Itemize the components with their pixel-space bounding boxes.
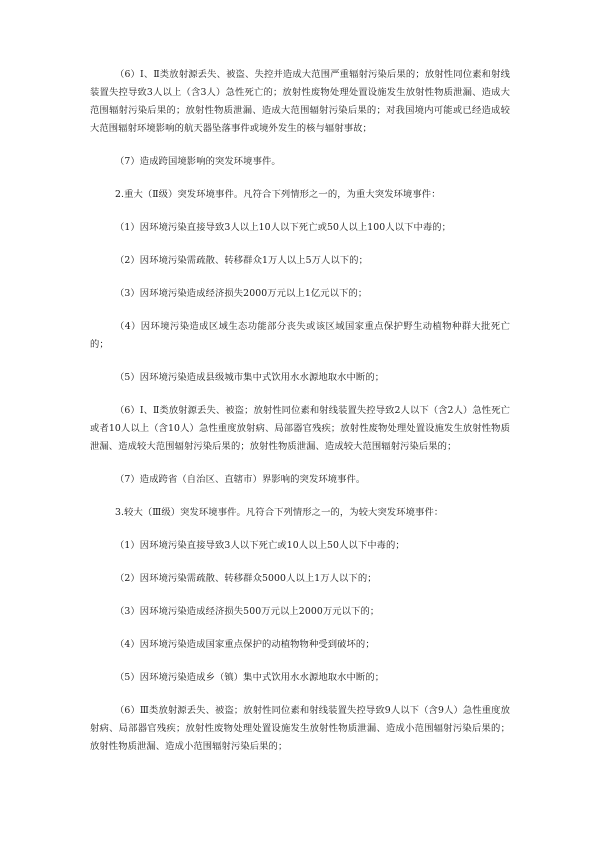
paragraph-2-4: （4）因环境污染造成区域生态功能部分丧失或该区域国家重点保护野生动植物种群大批死亡的； bbox=[90, 321, 510, 350]
paragraph-2-6: （6）Ⅰ、Ⅱ类放射源丢失、被盗；放射性同位素和射线装置失控导致2人以下（含2人）急性死亡或者10人以上（含10人）急性重度放射病、局部器官残疾；放射性废物处理处置设施发生放射性物质泄漏、造成较大范围辐射污染后果的；放射性物质泄漏、造成较大范围辐射污染后果的； bbox=[90, 405, 510, 452]
paragraph-3-3: （3）因环境污染造成经济损失500万元以上2000万元以下的； bbox=[115, 606, 380, 617]
paragraph-3-4: （4）因环境污染造成国家重点保护的动植物物种受到破坏的； bbox=[115, 639, 375, 650]
section-heading-level-2: 2.重大（Ⅱ级）突发环境事件。凡符合下列情形之一的，为重大突发环境事件： bbox=[115, 189, 441, 200]
paragraph-1-6-radiation: （6）Ⅰ、Ⅱ类放射源丢失、被盗、失控并造成大范围严重辐射污染后果的；放射性同位素和射线装置失控导致3人以上（含3人）急性死亡的；放射性废物处理处置设施发生放射性物质泄漏、造成大范围辐射污染后果的；放射性物质泄漏、造成大范围辐射污染后果的；对我国境内可能或已经造成较大范围辐射环境影响的航天器坠落事件或境外发生的核与辐射事故； bbox=[90, 69, 510, 134]
paragraph-2-2: （2）因环境污染需疏散、转移群众1万人以上5万人以下的； bbox=[115, 255, 368, 266]
paragraph-3-2: （2）因环境污染需疏散、转移群众5000人以上1万人以下的； bbox=[115, 573, 377, 584]
paragraph-2-7: （7）造成跨省（自治区、直辖市）界影响的突发环境事件。 bbox=[115, 474, 366, 485]
section-heading-level-3: 3.较大（Ⅲ级）突发环境事件。凡符合下列情形之一的，为较大突发环境事件： bbox=[115, 507, 444, 518]
document-body bbox=[90, 66, 510, 771]
paragraph-1-7-cross-border: （7）造成跨国境影响的突发环境事件。 bbox=[115, 156, 281, 167]
paragraph-2-5: （5）因环境污染造成县级城市集中式饮用水水源地取水中断的； bbox=[115, 372, 385, 383]
paragraph-3-1: （1）因环境污染直接导致3人以下死亡或10人以上50人以下中毒的； bbox=[115, 540, 405, 551]
paragraph-2-1: （1）因环境污染直接导致3人以上10人以下死亡或50人以上100人以下中毒的； bbox=[115, 222, 452, 233]
paragraph-2-3: （3）因环境污染造成经济损失2000万元以上1亿元以下的； bbox=[115, 288, 368, 299]
paragraph-3-6: （6）Ⅲ类放射源丢失、被盗；放射性同位素和射线装置失控导致9人以下（含9人）急性重度放射病、局部器官残疾；放射性废物处理处置设施发生放射性物质泄漏、造成小范围辐射污染后果的；放射性物质泄漏、造成小范围辐射污染后果的； bbox=[90, 705, 510, 752]
paragraph-3-5: （5）因环境污染造成乡（镇）集中式饮用水水源地取水中断的； bbox=[115, 672, 385, 683]
